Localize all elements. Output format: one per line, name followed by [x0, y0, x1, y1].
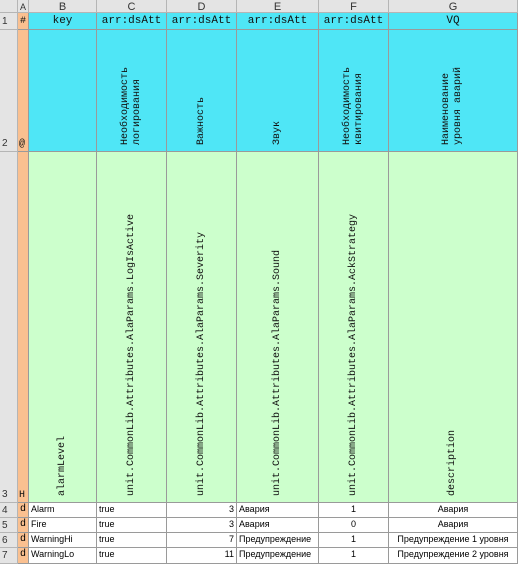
column-header-e[interactable]: E [237, 0, 319, 13]
cell-g1[interactable]: VQ [389, 13, 518, 30]
cell-g7[interactable]: Предупреждение 2 уровня [389, 548, 518, 564]
row-header-7[interactable]: 7 [0, 548, 18, 564]
cell-c7[interactable]: true [97, 548, 167, 564]
cell-a2[interactable] [18, 30, 29, 152]
column-header-f[interactable]: F [319, 0, 389, 13]
cell-d7[interactable]: 11 [167, 548, 237, 564]
cell-e3-text: unit.CommonLib.Attributes.AlaParams.Sound [271, 249, 283, 496]
cell-e5[interactable]: Авария [237, 518, 319, 533]
cell-b1[interactable]: key [29, 13, 97, 30]
cell-e1[interactable]: arr:dsAtt [237, 13, 319, 30]
cell-g4[interactable]: Авария [389, 503, 518, 518]
cell-d4[interactable]: 3 [167, 503, 237, 518]
cell-g2-text: Наименование уровня аварий [441, 66, 464, 145]
cell-b2[interactable] [29, 30, 97, 152]
cell-c6[interactable]: true [97, 533, 167, 548]
row-header-5[interactable]: 5 [0, 518, 18, 533]
cell-b3-text: alarmLevel [56, 435, 68, 496]
cell-b3[interactable] [29, 152, 97, 503]
row-header-6[interactable]: 6 [0, 533, 18, 548]
cell-f3[interactable] [319, 152, 389, 503]
cell-e3[interactable] [237, 152, 319, 503]
cell-f6[interactable]: 1 [319, 533, 389, 548]
cell-c2[interactable] [97, 30, 167, 152]
cell-b6[interactable]: WarningHi [29, 533, 97, 548]
cell-c4[interactable]: true [97, 503, 167, 518]
select-all-corner[interactable] [0, 0, 18, 13]
cell-f4[interactable]: 1 [319, 503, 389, 518]
cell-f1[interactable]: arr:dsAtt [319, 13, 389, 30]
cell-c5[interactable]: true [97, 518, 167, 533]
cell-e6[interactable]: Предупреждение [237, 533, 319, 548]
cell-a3-text: H [19, 490, 26, 501]
cell-g6[interactable]: Предупреждение 1 уровня [389, 533, 518, 548]
cell-f5[interactable]: 0 [319, 518, 389, 533]
cell-c1[interactable]: arr:dsAtt [97, 13, 167, 30]
cell-e2[interactable] [237, 30, 319, 152]
cell-b5[interactable]: Fire [29, 518, 97, 533]
column-header-c[interactable]: C [97, 0, 167, 13]
cell-d3[interactable] [167, 152, 237, 503]
cell-a5[interactable]: d [18, 518, 29, 533]
cell-f2-text: Необходимость квитирования [341, 66, 365, 145]
row-header-2[interactable]: 2 [0, 30, 18, 152]
cell-f2[interactable] [319, 30, 389, 152]
cell-c3-text: unit.CommonLib.Attributes.AlaParams.LogIsActive [125, 213, 137, 496]
cell-d1[interactable]: arr:dsAtt [167, 13, 237, 30]
cell-b7[interactable]: WarningLo [29, 548, 97, 564]
cell-a4[interactable]: d [18, 503, 29, 518]
cell-a7[interactable]: d [18, 548, 29, 564]
row-header-3[interactable]: 3 [0, 152, 18, 503]
cell-d6[interactable]: 7 [167, 533, 237, 548]
column-header-a[interactable]: A [18, 0, 29, 13]
cell-g3-text: description [447, 429, 458, 496]
cell-e2-text: Звук [271, 120, 283, 145]
column-header-g[interactable]: G [389, 0, 518, 13]
cell-f3-text: unit.CommonLib.Attributes.AlaParams.AckStrategy [347, 213, 359, 496]
cell-d5[interactable]: 3 [167, 518, 237, 533]
cell-a1[interactable]: # [18, 13, 29, 30]
cell-e4[interactable]: Авария [237, 503, 319, 518]
cell-g3[interactable] [389, 152, 518, 503]
cell-d2[interactable] [167, 30, 237, 152]
cell-e7[interactable]: Предупреждение [237, 548, 319, 564]
cell-c2-text: Необходимость логирования [119, 66, 143, 145]
cell-a6[interactable]: d [18, 533, 29, 548]
column-header-b[interactable]: B [29, 0, 97, 13]
cell-a3[interactable] [18, 152, 29, 503]
row-header-1[interactable]: 1 [0, 13, 18, 30]
cell-g5[interactable]: Авария [389, 518, 518, 533]
cell-g2[interactable] [389, 30, 518, 152]
column-header-d[interactable]: D [167, 0, 237, 13]
row-header-4[interactable]: 4 [0, 503, 18, 518]
cell-b4[interactable]: Alarm [29, 503, 97, 518]
cell-a2-text: @ [19, 139, 26, 150]
cell-f7[interactable]: 1 [319, 548, 389, 564]
cell-c3[interactable] [97, 152, 167, 503]
cell-d3-text: unit.CommonLib.Attributes.AlaParams.Severity [195, 231, 207, 496]
cell-d2-text: Важность [195, 96, 207, 145]
